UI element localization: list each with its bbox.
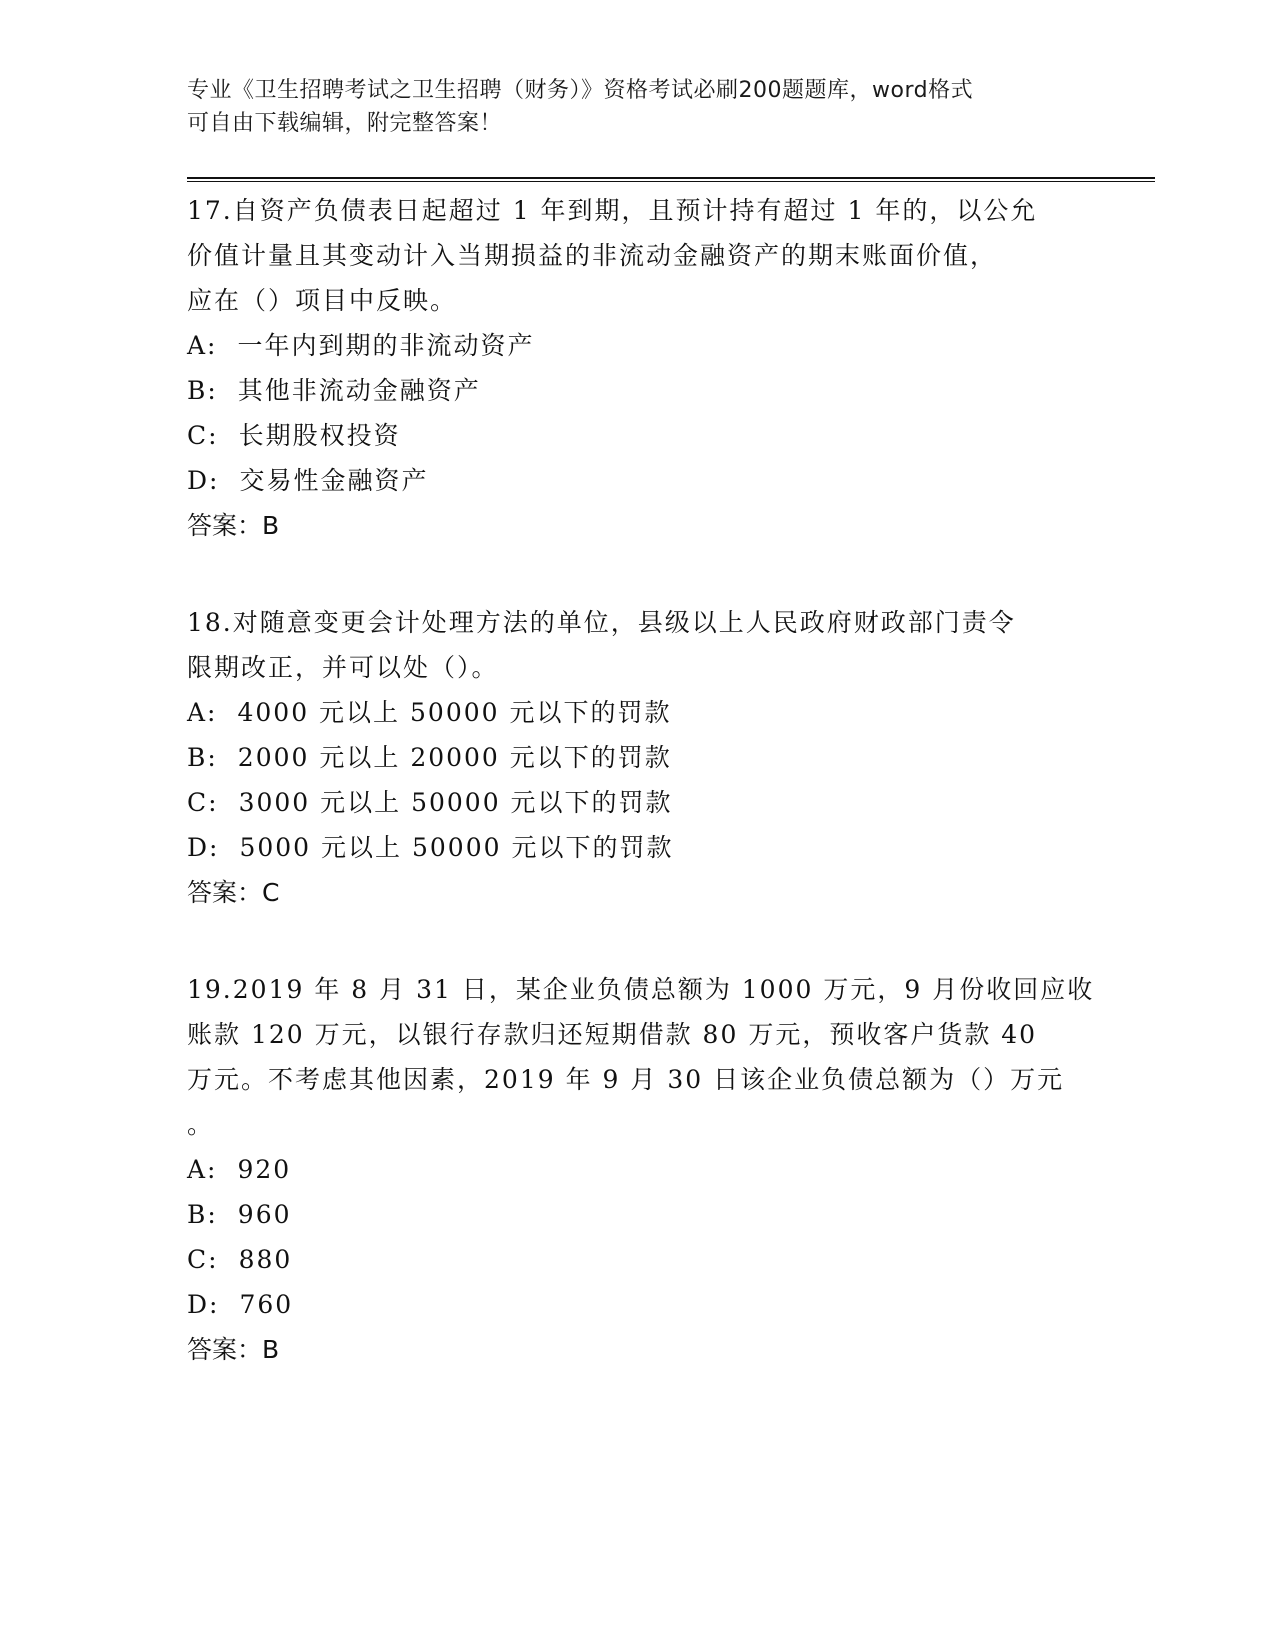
option-b: [187, 368, 1087, 413]
question-18: [187, 600, 1087, 915]
option-text: 2000 元以上 20000 元以下的罚款: [237, 743, 672, 772]
option-key: B:: [187, 1200, 218, 1229]
answer-label: 答案：C: [187, 878, 280, 907]
answer-label: 答案：B: [187, 511, 280, 540]
question-19: [187, 967, 1095, 1372]
option-text: 920: [237, 1155, 292, 1184]
option-a: [187, 323, 1087, 368]
question-17: [187, 188, 1087, 548]
option-key: B:: [187, 376, 218, 405]
option-key: D:: [187, 833, 220, 862]
option-text: 960: [237, 1200, 292, 1229]
option-text: 4000 元以上 50000 元以下的罚款: [237, 698, 672, 727]
option-text: 760: [239, 1290, 294, 1319]
option-key: A:: [187, 698, 218, 727]
question-text: 17.自资产负债表日起超过 1 年到期，且预计持有超过 1 年的，以公允: [187, 196, 1038, 225]
option-key: C:: [187, 421, 219, 450]
option-c: [187, 1237, 1087, 1282]
option-c: [187, 413, 1087, 458]
header-line-2: 可自由下载编辑，附完整答案！: [187, 111, 503, 136]
option-text: 880: [238, 1245, 293, 1274]
question-text: 19.2019 年 8 月 31 日，某企业负债总额为 1000 万元，9 月份收回应收: [187, 975, 1095, 1004]
header-divider: [187, 177, 1155, 182]
option-a: [187, 1147, 1087, 1192]
option-key: A:: [187, 331, 218, 360]
question-text: 账款 120 万元，以银行存款归还短期借款 80 万元，预收客户货款 40: [187, 1020, 1038, 1049]
option-text: 3000 元以上 50000 元以下的罚款: [238, 788, 673, 817]
question-text: 。: [187, 1110, 215, 1139]
option-text: 一年内到期的非流动资产: [237, 331, 535, 360]
option-c: [187, 780, 1087, 825]
option-text: 长期股权投资: [238, 421, 401, 450]
option-text: 5000 元以上 50000 元以下的罚款: [239, 833, 674, 862]
option-a: [187, 690, 1087, 735]
option-key: D:: [187, 466, 220, 495]
question-list: [187, 188, 1095, 1424]
question-text: 18.对随意变更会计处理方法的单位，县级以上人民政府财政部门责令: [187, 608, 1016, 637]
option-b: [187, 1192, 1087, 1237]
option-d: [187, 1282, 1087, 1327]
question-text: 限期改正，并可以处（）。: [187, 653, 499, 682]
option-b: [187, 735, 1087, 780]
option-text: 其他非流动金融资产: [237, 376, 481, 405]
header-line-1: 专业《卫生招聘考试之卫生招聘（财务）》资格考试必刷200题题库，word格式: [187, 78, 974, 103]
question-text: 价值计量且其变动计入当期损益的非流动金融资产的期末账面价值，: [187, 241, 998, 270]
option-key: D:: [187, 1290, 220, 1319]
option-key: B:: [187, 743, 218, 772]
question-text: 万元。不考虑其他因素，2019 年 9 月 30 日该企业负债总额为（）万元: [187, 1065, 1065, 1094]
option-d: [187, 458, 1087, 503]
option-key: C:: [187, 1245, 219, 1274]
option-key: A:: [187, 1155, 218, 1184]
document-header: [187, 74, 1077, 140]
option-key: C:: [187, 788, 219, 817]
option-d: [187, 825, 1087, 870]
option-text: 交易性金融资产: [239, 466, 429, 495]
answer-label: 答案：B: [187, 1335, 280, 1364]
question-text: 应在（）项目中反映。: [187, 286, 458, 315]
